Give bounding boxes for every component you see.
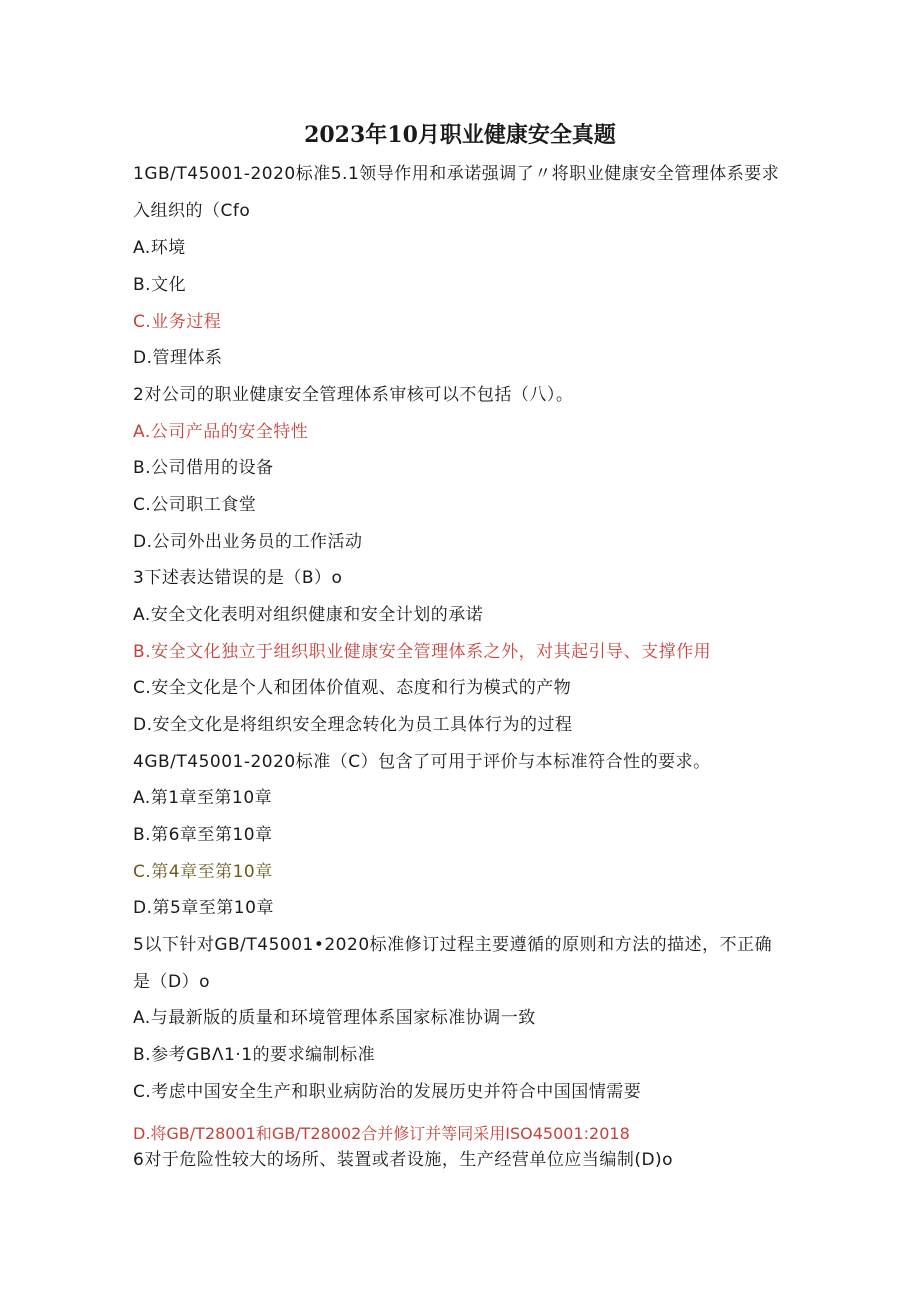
question-3-option-d: D.安全文化是将组织安全理念转化为员工具体行为的过程 <box>133 715 573 735</box>
question-4-option-c-answer: C.第4章至第10章 <box>133 862 273 882</box>
question-2-option-c: C.公司职工食堂 <box>133 495 257 515</box>
question-1-option-b: B.文化 <box>133 275 187 295</box>
question-5-stem-line-1: 5以下针对GB/T45001•2020标准修订过程主要遵循的原则和方法的描述，不正确 <box>133 935 773 955</box>
question-3-stem: 3下述表达错误的是（B）o <box>133 568 343 588</box>
question-5-option-c: C.考虑中国安全生产和职业病防治的发展历史并符合中国国情需要 <box>133 1082 642 1102</box>
question-3-option-a: A.安全文化表明对组织健康和安全计划的承诺 <box>133 605 484 625</box>
question-1-option-c-answer: C.业务过程 <box>133 312 222 332</box>
page-title: 2023年10月职业健康安全真题 <box>304 122 616 148</box>
question-1-stem-line-2: 入组织的（Cfo <box>133 201 251 221</box>
question-3-option-c: C.安全文化是个人和团体价值观、态度和行为模式的产物 <box>133 678 572 698</box>
question-4-option-a: A.第1章至第10章 <box>133 788 273 808</box>
question-4-option-b: B.第6章至第10章 <box>133 825 273 845</box>
question-5-option-d-answer: D.将GB/T28001和GB/T28002合并修订并等同采用ISO45001:2018 <box>133 1124 630 1143</box>
question-1-option-d: D.管理体系 <box>133 348 223 368</box>
question-3-option-b-answer: B.安全文化独立于组织职业健康安全管理体系之外，对其起引导、支撑作用 <box>133 642 712 662</box>
question-2-option-b: B.公司借用的设备 <box>133 458 274 478</box>
question-5-option-b: B.参考GBΛ1·1的要求编制标准 <box>133 1045 376 1065</box>
question-6-stem: 6对于危险性较大的场所、装置或者设施，生产经营单位应当编制(D)o <box>133 1150 674 1170</box>
question-1-stem-line-1: 1GB/T45001-2020标准5.1领导作用和承诺强调了〃将职业健康安全管理体系要求 <box>133 164 780 184</box>
question-5-option-a: A.与最新版的质量和环境管理体系国家标准协调一致 <box>133 1008 536 1028</box>
question-2-option-d: D.公司外出业务员的工作活动 <box>133 532 363 552</box>
question-2-option-a-answer: A.公司产品的安全特性 <box>133 422 309 442</box>
question-4-option-d: D.第5章至第10章 <box>133 898 274 918</box>
question-5-stem-line-2: 是（D）o <box>133 972 210 992</box>
question-4-stem: 4GB/T45001-2020标准（C）包含了可用于评价与本标准符合性的要求。 <box>133 752 711 772</box>
question-2-stem: 2对公司的职业健康安全管理体系审核可以不包括（八）。 <box>133 385 574 405</box>
question-1-option-a: A.环境 <box>133 238 186 258</box>
